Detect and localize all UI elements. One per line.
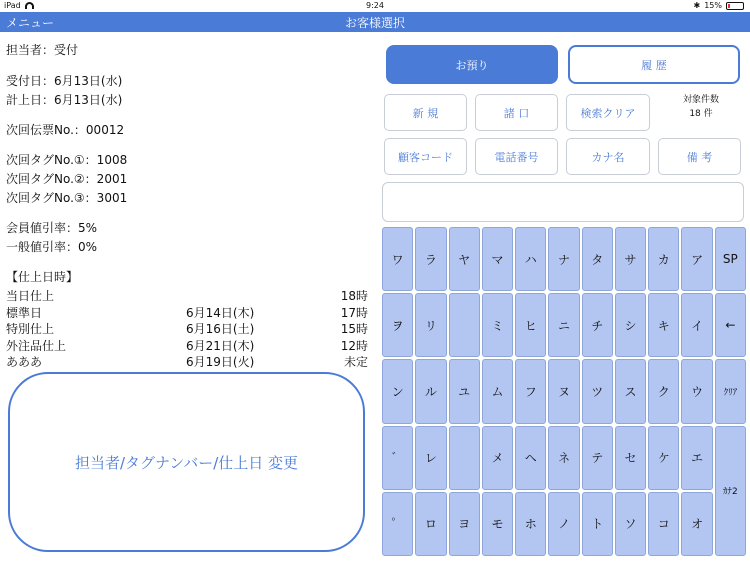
menu-button[interactable]: メニュー [6,16,55,30]
device-label: iPad [4,1,21,10]
schedule-date: 6月16日(土) [186,322,255,336]
kana-key[interactable]: イ [681,293,712,357]
schedule-date: 6月21日(木) [186,339,255,353]
kana-key[interactable]: メ [482,426,513,490]
status-time: 9:24 [366,1,384,10]
schedule-row [6,320,368,337]
member-discount: 会員値引率：5% [6,221,98,235]
kana-key[interactable]: ネ [548,426,579,490]
general-discount: 一般値引率：0% [6,240,98,254]
kana-key[interactable]: レ [415,426,446,490]
received-date: 受付日：6月13日(水) [6,74,123,88]
kana-key[interactable]: リ [415,293,446,357]
schedule-time: 12時 [340,339,368,353]
kana-key[interactable]: ホ [515,492,546,556]
schedule-time: 18時 [340,289,368,303]
kana-key[interactable]: ア [681,227,712,291]
kana-key[interactable]: ゛ [382,426,413,490]
schedule-row [6,353,368,370]
battery-level [728,4,730,8]
result-count-label: 対象件数 [682,95,719,105]
kana-key[interactable]: サ [615,227,646,291]
misc-button[interactable]: 諸 口 [475,94,558,131]
schedule-row [6,304,368,321]
clear-search-button[interactable]: 検索クリア [566,94,650,131]
blank-key[interactable] [449,293,480,357]
staff-info: 担当者：受付 [6,43,79,57]
kana-key[interactable]: ナ [548,227,579,291]
change-settings-button[interactable]: 担当者/タグナンバー/仕上日 変更 [8,372,365,552]
kana-key[interactable]: ヌ [548,359,579,423]
schedule-time: 未定 [343,355,368,369]
space-key[interactable]: SP [715,227,746,291]
kana-key[interactable]: カ [648,227,679,291]
schedule-row [6,337,368,354]
kana-key[interactable]: タ [582,227,613,291]
kana-key[interactable]: ゜ [382,492,413,556]
schedule-date: 6月19日(火) [186,355,255,369]
schedule-time: 17時 [340,306,368,320]
kana-key[interactable]: マ [482,227,513,291]
schedule-row [6,287,368,304]
customer-code-button[interactable]: 顧客コード [384,138,467,175]
kana-key[interactable]: キ [648,293,679,357]
battery-icon [726,2,744,10]
new-button[interactable]: 新 規 [384,94,467,131]
kana-key[interactable]: シ [615,293,646,357]
kana-key[interactable]: ウ [681,359,712,423]
kana-key[interactable]: ハ [515,227,546,291]
schedule-name: 特別仕上 [6,322,55,336]
kana-key[interactable]: ツ [582,359,613,423]
kana-key[interactable]: チ [582,293,613,357]
kana-key[interactable]: ソ [615,492,646,556]
kana-key[interactable]: セ [615,426,646,490]
history-button[interactable]: 履 歴 [568,45,740,84]
schedule-name: 外注品仕上 [6,339,67,353]
kana-key[interactable]: ノ [548,492,579,556]
notes-button[interactable]: 備 考 [658,138,741,175]
kana-key[interactable]: オ [681,492,712,556]
nav-bar [0,12,750,32]
kana2-key[interactable]: ｶﾅ2 [715,426,746,556]
kana-key[interactable]: ル [415,359,446,423]
schedule-date: 6月14日(木) [186,306,255,320]
kana-key[interactable]: ヨ [449,492,480,556]
kana-key[interactable]: ユ [449,359,480,423]
kana-key[interactable]: モ [482,492,513,556]
kana-key[interactable]: テ [582,426,613,490]
kana-key[interactable]: ケ [648,426,679,490]
schedule-name: あああ [6,355,43,369]
bluetooth-icon: ✱ [693,1,701,10]
kana-key[interactable]: ク [648,359,679,423]
kana-key[interactable]: ヤ [449,227,480,291]
booked-date: 計上日：6月13日(水) [6,93,123,107]
kana-key[interactable]: ン [382,359,413,423]
kana-key[interactable]: ニ [548,293,579,357]
page-title: お客様選択 [344,16,405,30]
kana-key[interactable]: ス [615,359,646,423]
next-tag-1: 次回タグNo.①：1008 [6,153,128,167]
kana-key[interactable]: ロ [415,492,446,556]
kana-key[interactable]: ヒ [515,293,546,357]
status-bar [0,0,750,12]
schedule-time: 15時 [340,322,368,336]
kana-key[interactable]: エ [681,426,712,490]
deposit-button[interactable]: お預り [386,45,558,84]
kana-key[interactable]: ヲ [382,293,413,357]
kana-key[interactable]: ヘ [515,426,546,490]
kana-key[interactable]: ワ [382,227,413,291]
kana-key[interactable]: ミ [482,293,513,357]
schedule-name: 標準日 [6,306,43,320]
clear-key[interactable]: ｸﾘｱ [715,359,746,423]
kana-key[interactable]: ム [482,359,513,423]
backspace-key[interactable]: ← [715,293,746,357]
kana-name-button[interactable]: カナ名 [566,138,650,175]
blank-key[interactable] [449,426,480,490]
battery-percent: 15% [704,1,722,10]
phone-number-button[interactable]: 電話番号 [475,138,558,175]
search-input[interactable] [382,182,744,222]
kana-key[interactable]: ラ [415,227,446,291]
kana-key[interactable]: ト [582,492,613,556]
schedule-name: 当日仕上 [6,289,55,303]
kana-keyboard [381,226,747,557]
kana-key[interactable]: コ [648,492,679,556]
next-slip-number: 次回伝票No.：00012 [6,123,125,137]
schedule-title: 【仕上日時】 [6,270,79,284]
next-tag-3: 次回タグNo.③：3001 [6,191,128,205]
next-tag-2: 次回タグNo.②：2001 [6,172,128,186]
kana-key[interactable]: フ [515,359,546,423]
result-count-value: 18 件 [689,109,713,119]
